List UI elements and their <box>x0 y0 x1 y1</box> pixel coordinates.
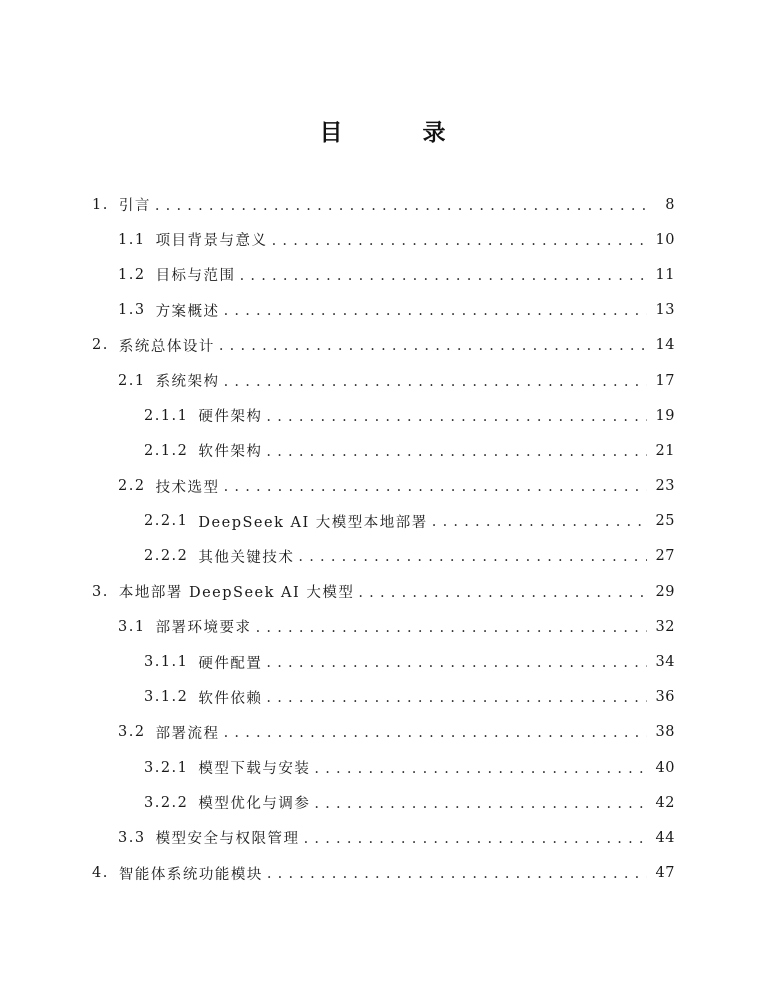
toc-entry-title: 其他关键技术 <box>198 549 295 566</box>
toc-page-number: 19 <box>655 407 675 424</box>
toc-entry-number: 3. <box>92 583 109 600</box>
toc-dot-leader <box>224 374 647 390</box>
toc-entry[interactable] <box>0 504 765 539</box>
toc-entry-number: 4. <box>92 865 109 882</box>
toc-entry-title: 系统总体设计 <box>118 338 215 355</box>
toc-title: 目 录 <box>319 120 482 146</box>
toc-entry-title: 部署流程 <box>155 725 220 742</box>
toc-entry[interactable] <box>0 785 765 820</box>
toc-page-number: 44 <box>655 829 675 846</box>
toc-dot-leader <box>314 796 647 812</box>
toc-entry-number: 2.1.1 <box>144 407 189 424</box>
toc-entry-number: 3.2.2 <box>144 794 189 811</box>
toc-entry[interactable] <box>0 644 765 679</box>
toc-entry-title: 引言 <box>118 198 151 215</box>
toc-dot-leader <box>298 549 647 565</box>
toc-entry-number: 2.2.2 <box>144 548 189 565</box>
toc-dot-leader <box>272 233 647 249</box>
toc-entry-number: 3.2 <box>118 724 146 741</box>
toc-entry-title: 模型安全与权限管理 <box>155 831 300 848</box>
toc-entry-title: 模型优化与调参 <box>198 796 311 813</box>
toc-page-number: 38 <box>655 724 675 741</box>
toc-entry-number: 1.2 <box>118 266 146 283</box>
toc-entry[interactable] <box>0 820 765 855</box>
toc-entry-title: 软件依赖 <box>198 690 263 707</box>
toc-page-number: 47 <box>655 865 675 882</box>
toc-entry[interactable] <box>0 750 765 785</box>
toc-dot-leader <box>267 866 647 882</box>
toc-page-number: 36 <box>655 689 675 706</box>
toc-page-number: 40 <box>655 759 675 776</box>
toc-dot-leader <box>314 761 647 777</box>
toc-entry-number: 2. <box>92 337 109 354</box>
toc-page-number: 17 <box>655 372 675 389</box>
toc-entry-title: 硬件配置 <box>198 655 263 672</box>
toc-entry[interactable] <box>0 328 765 363</box>
toc-page-number: 25 <box>655 513 675 530</box>
toc-entry-number: 3.2.1 <box>144 759 189 776</box>
toc-entry-title: 软件架构 <box>198 444 263 461</box>
toc-entry-number: 2.2 <box>118 478 146 495</box>
toc-dot-leader <box>256 620 647 636</box>
toc-entry[interactable] <box>0 609 765 644</box>
toc-entry[interactable] <box>0 856 765 891</box>
toc-entry-title: 技术选型 <box>155 479 220 496</box>
toc-dot-leader <box>224 479 647 495</box>
toc-entry[interactable] <box>0 574 765 609</box>
toc-entry-number: 3.1.1 <box>144 654 189 671</box>
toc-entry-number: 1. <box>92 196 109 213</box>
toc-page-number: 42 <box>655 794 675 811</box>
toc-entry-title: DeepSeek AI 大模型本地部署 <box>198 514 428 531</box>
toc-dot-leader <box>358 585 647 601</box>
toc-page-number: 10 <box>655 231 675 248</box>
toc-entry-number: 3.3 <box>118 829 146 846</box>
toc-entry[interactable] <box>0 398 765 433</box>
toc-page-number: 8 <box>665 196 675 213</box>
toc-entry[interactable] <box>0 715 765 750</box>
toc-entry-title: 智能体系统功能模块 <box>118 866 263 883</box>
toc-entry[interactable] <box>0 680 765 715</box>
toc-dot-leader <box>155 198 647 214</box>
toc-dot-leader <box>224 303 647 319</box>
toc-dot-leader <box>224 725 647 741</box>
toc-entry[interactable] <box>0 293 765 328</box>
toc-entry-title: 部署环境要求 <box>155 620 252 637</box>
toc-entry-number: 1.1 <box>118 231 146 248</box>
toc-page-number: 27 <box>655 548 675 565</box>
toc-page-number: 23 <box>655 478 675 495</box>
toc-entry[interactable] <box>0 363 765 398</box>
toc-entry-number: 3.1 <box>118 618 146 635</box>
toc-page-number: 34 <box>655 654 675 671</box>
toc-entry-number: 1.3 <box>118 302 146 319</box>
toc-entry-title: 项目背景与意义 <box>155 233 268 250</box>
toc-dot-leader <box>219 338 647 354</box>
toc-entry-number: 2.1.2 <box>144 442 189 459</box>
toc-entry[interactable] <box>0 257 765 292</box>
toc-dot-leader <box>266 409 647 425</box>
toc-page-number: 14 <box>655 337 675 354</box>
toc-entry-title: 模型下载与安装 <box>198 761 311 778</box>
toc-dot-leader <box>266 690 647 706</box>
toc-page-number: 13 <box>655 302 675 319</box>
toc-entry-title: 本地部署 DeepSeek AI 大模型 <box>118 585 355 602</box>
toc-page-number: 29 <box>655 583 675 600</box>
toc-entry-title: 硬件架构 <box>198 409 263 426</box>
toc-page-number: 21 <box>655 442 675 459</box>
toc-entry-number: 2.1 <box>118 372 146 389</box>
table-of-contents <box>0 187 765 891</box>
toc-dot-leader <box>432 514 647 530</box>
toc-entry[interactable] <box>0 187 765 222</box>
toc-dot-leader <box>304 831 647 847</box>
toc-entry-title: 方案概述 <box>155 303 220 320</box>
toc-entry[interactable] <box>0 222 765 257</box>
toc-entry[interactable] <box>0 469 765 504</box>
toc-dot-leader <box>240 268 647 284</box>
toc-page-number: 32 <box>655 618 675 635</box>
toc-entry-title: 目标与范围 <box>155 268 236 285</box>
toc-entry-number: 2.2.1 <box>144 513 189 530</box>
toc-dot-leader <box>266 655 647 671</box>
toc-entry[interactable] <box>0 539 765 574</box>
toc-entry-title: 系统架构 <box>155 374 220 391</box>
toc-entry[interactable] <box>0 433 765 468</box>
toc-dot-leader <box>266 444 647 460</box>
toc-entry-number: 3.1.2 <box>144 689 189 706</box>
toc-page-number: 11 <box>655 266 675 283</box>
